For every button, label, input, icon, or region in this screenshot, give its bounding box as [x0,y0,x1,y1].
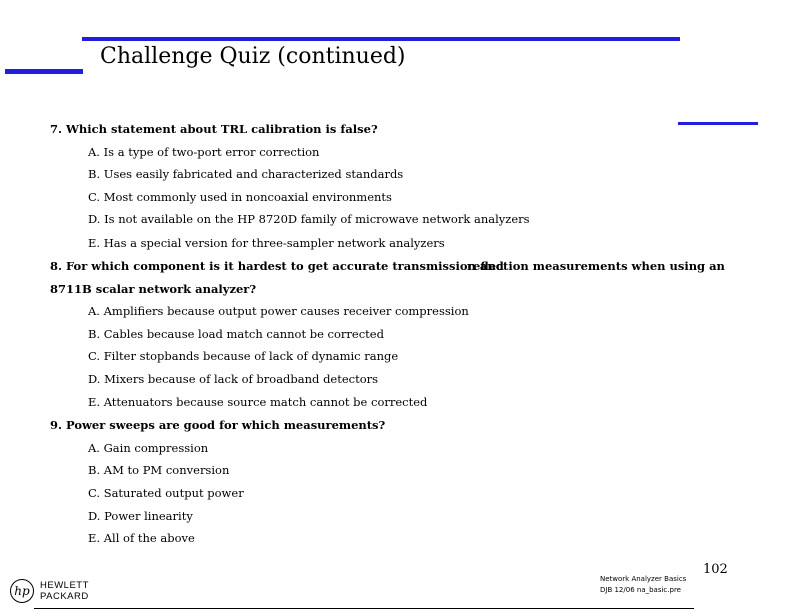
question-8-option-a: A. Amplifiers because output power causes receiver compression [88,304,469,318]
question-7-option-e: E. Has a special version for three-sampler network analyzers [88,236,445,250]
question-9-option-d: D. Power linearity [88,509,193,523]
footer-divider [34,608,694,609]
hp-logo [10,579,89,603]
question-8-prompt-part1: 8. For which component is it hardest to get accurate transmission and [50,259,504,273]
logo-line-1: HEWLETT [40,580,89,591]
question-8-option-e: E. Attenuators because source match cannot be corrected [88,395,428,409]
question-7-option-b: B. Uses easily fabricated and characterized standards [88,167,404,181]
question-8-prompt-part2: reflection measurements when using an [467,259,725,273]
left-accent-bar [5,69,83,74]
question-9-option-e: E. All of the above [88,531,195,545]
question-9-prompt: 9. Power sweeps are good for which measurements? [50,418,386,432]
right-accent-bar [678,122,758,125]
page-number: 102 [703,562,728,577]
question-8-option-b: B. Cables because load match cannot be corrected [88,327,384,341]
logo-line-2: PACKARD [40,591,89,602]
question-9-option-a: A. Gain compression [88,441,209,455]
hp-logo-text [40,580,89,602]
question-9-option-b: B. AM to PM conversion [88,463,230,477]
hp-logo-icon: hp [10,579,34,603]
footer-meta: DJB 12/06 na_basic.pre [600,586,681,594]
question-7-option-c: C. Most commonly used in noncoaxial environments [88,190,392,204]
top-accent-bar [82,37,680,41]
question-9-option-c: C. Saturated output power [88,486,244,500]
question-7-option-a: A. Is a type of two-port error correction [88,145,320,159]
question-8-prompt-line2: 8711B scalar network analyzer? [50,282,257,296]
footer-course: Network Analyzer Basics [600,575,687,583]
question-7-option-d: D. Is not available on the HP 8720D family of microwave network analyzers [88,212,530,226]
question-7-prompt: 7. Which statement about TRL calibration is false? [50,122,378,136]
question-8-option-c: C. Filter stopbands because of lack of dynamic range [88,349,399,363]
slide-title: Challenge Quiz (continued) [100,44,406,69]
question-8-option-d: D. Mixers because of lack of broadband detectors [88,372,379,386]
